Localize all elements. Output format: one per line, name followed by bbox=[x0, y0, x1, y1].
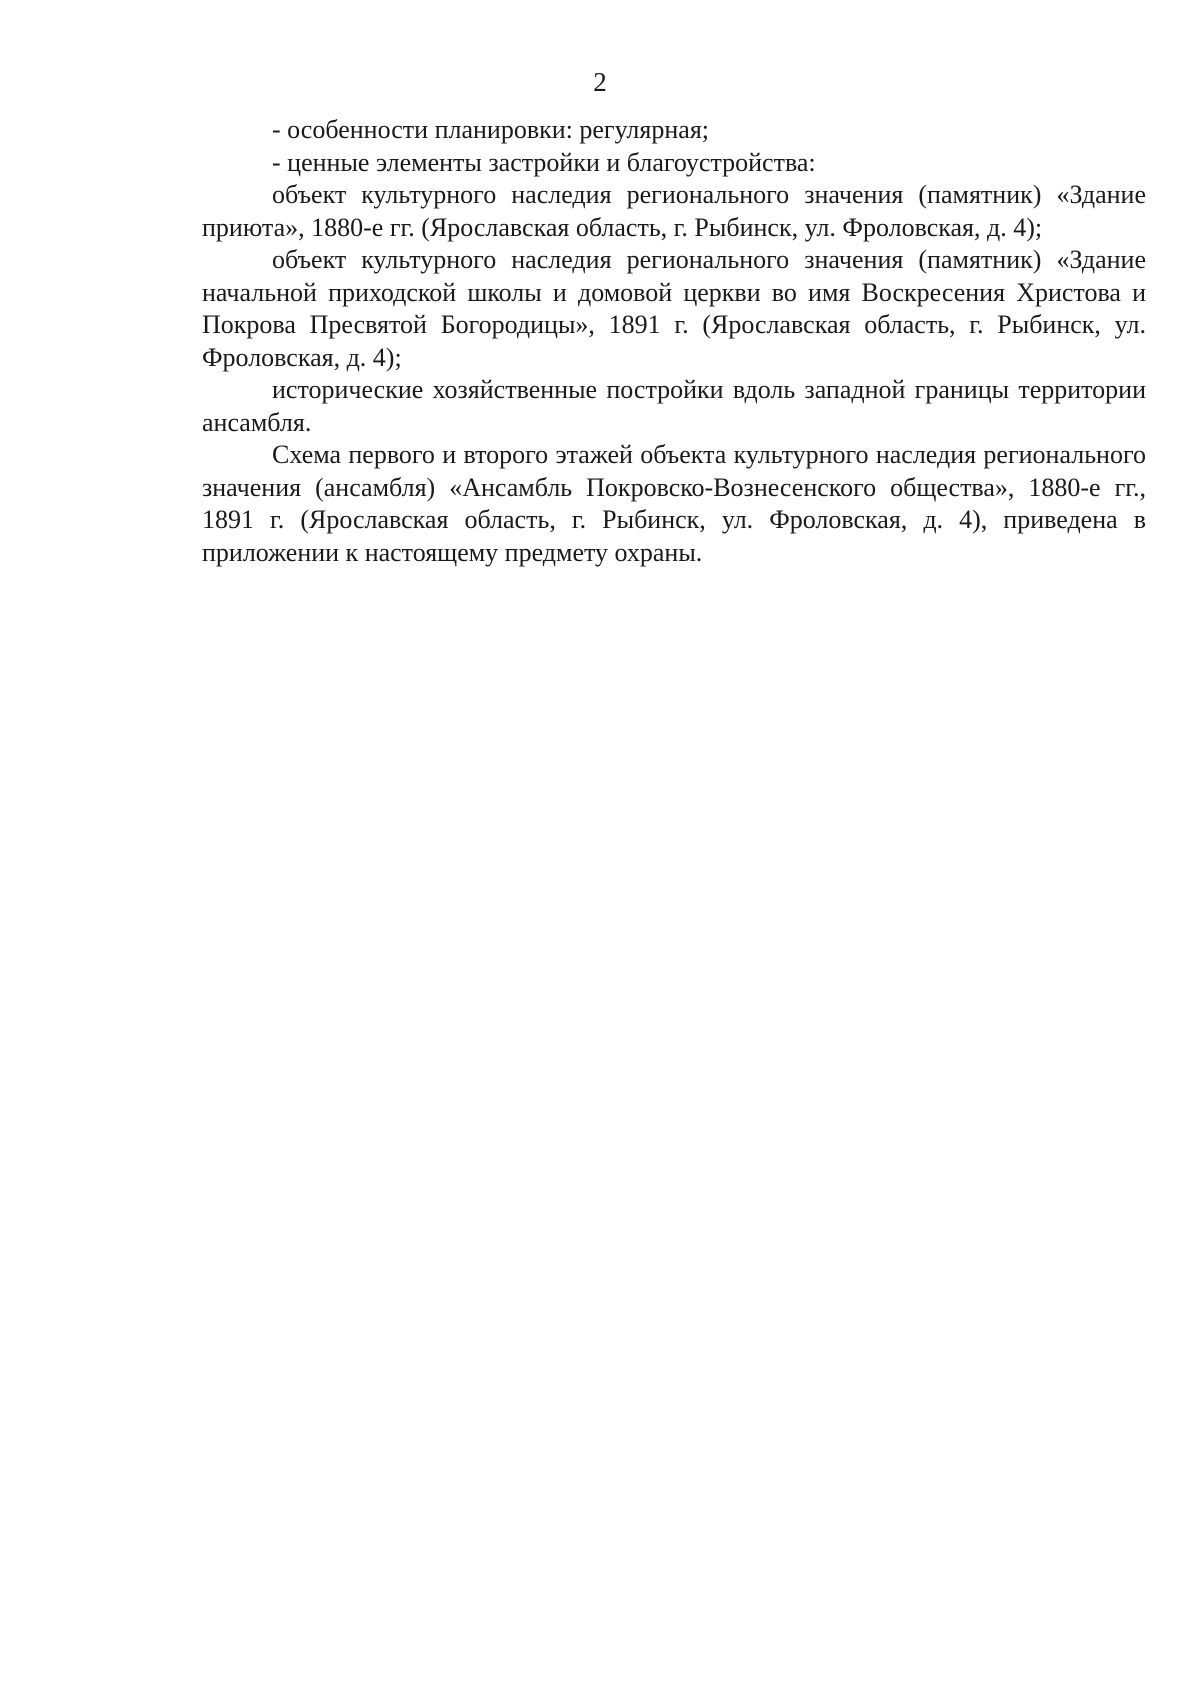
paragraph-layout-features: - особенности планировки: регулярная; bbox=[272, 115, 709, 144]
document-body bbox=[202, 114, 1146, 569]
paragraph-outbuildings: исторические хозяйственные постройки вдоль западной границы территории ансамбля. bbox=[202, 375, 1146, 437]
paragraph-floor-plan-scheme: Схема первого и второго этажей объекта культурного наследия регионального значения (ансамбля) «Ансамбль Покровско-Вознесенского общества», 1880-е гг., 1891 г. (Ярославская область, г. Рыбинск, ул. Фроловская, д. 4), приведена в приложении к настоящему предмету охраны. bbox=[202, 440, 1146, 567]
page-number: 2 bbox=[593, 67, 607, 97]
paragraph-shelter-building: объект культурного наследия регионального значения (памятник) «Здание приюта», 1880-е гг. (Ярославская область, г. Рыбинск, ул. Фроловская, д. 4); bbox=[202, 180, 1146, 242]
paragraph-school-church-building: объект культурного наследия регионального значения (памятник) «Здание начальной приходской школы и домовой церкви во имя Воскресения Христова и Покрова Пресвятой Богородицы», 1891 г. (Ярославская область, г. Рыбинск, ул. Фроловская, д. 4); bbox=[202, 245, 1146, 372]
paragraph-valuable-elements: - ценные элементы застройки и благоустройства: bbox=[272, 147, 816, 177]
